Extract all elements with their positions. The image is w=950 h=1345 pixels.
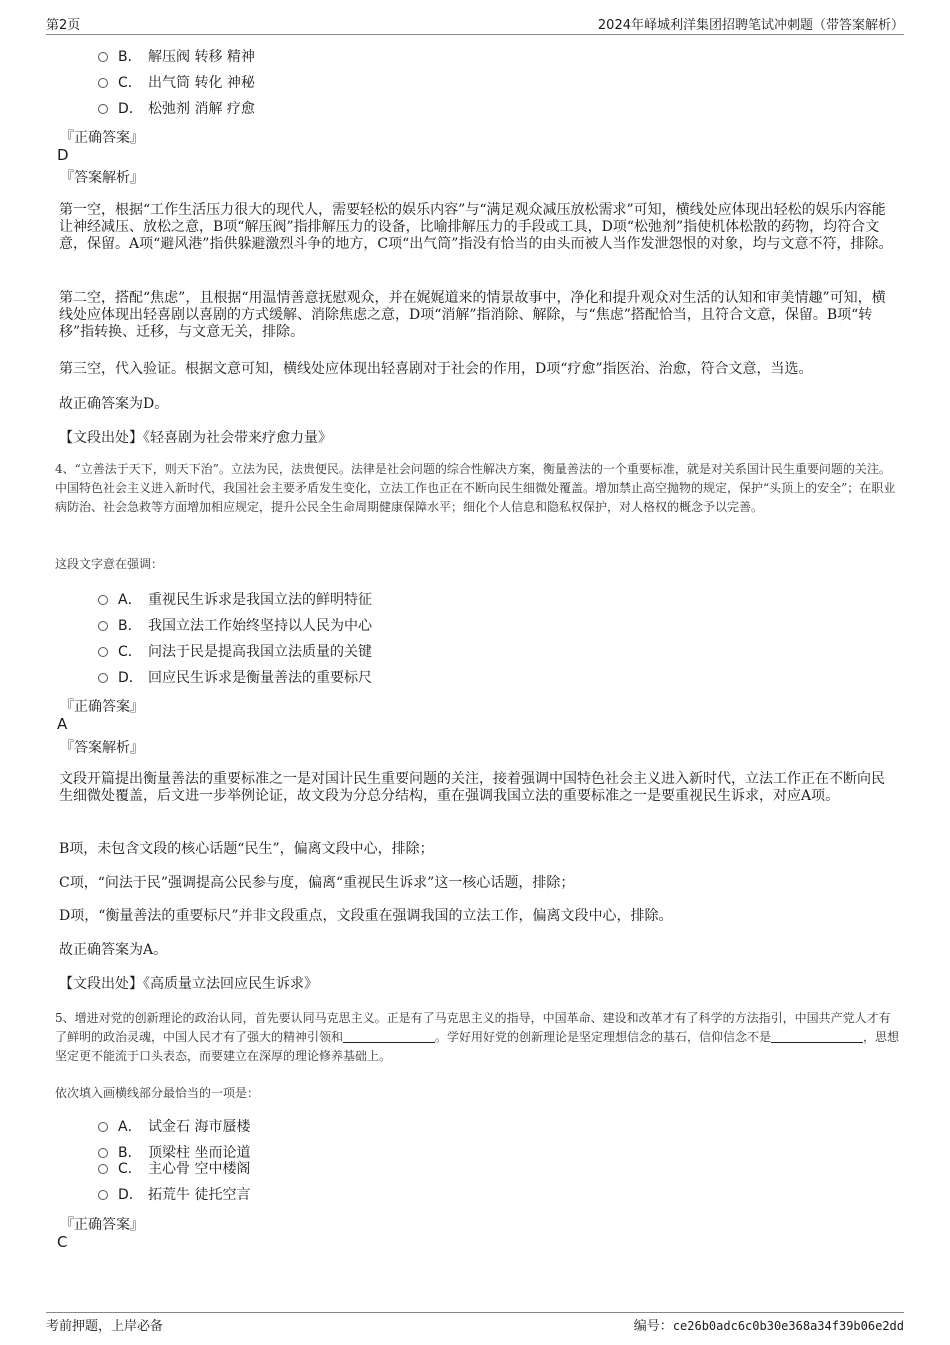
q4-option-c[interactable]: C． 问法于民是提高我国立法质量的关键	[98, 641, 372, 663]
q3-analysis-paragraph-1: 第一空，根据“工作生活压力很大的现代人，需要轻松的娱乐内容”与“满足观众减压放松需求”可知，横线处应体现出轻松的娱乐内容能让神经减压、放松之意，B项“解压阀”指排解压力的设备，比喻排解压力的手段或工具，D项“松弛剂”指使机体松散的药物，均符合文意，保留。A项“避风港”指供躲避激烈斗争的地方，C项“出气筒”指没有恰当的由头而被人当作发泄怨恨的对象，均与文意不符，排除。	[59, 202, 893, 252]
q3-analysis-paragraph-3: 第三空，代入验证。根据文意可知，横线处应体现出轻喜剧对于社会的作用，D项“疗愈”指医治、治愈，符合文意，当选。	[59, 361, 813, 377]
fill-blank-2	[771, 1030, 863, 1043]
q5-option-d[interactable]: D． 拓荒牛 徒托空言	[98, 1184, 250, 1206]
q5-option-a[interactable]: A． 试金石 海市蜃楼	[98, 1116, 250, 1138]
q4-analysis-option-c: C项，“问法于民”强调提高公民参与度，偏离“重视民生诉求”这一核心话题，排除；	[59, 875, 575, 891]
q5-option-b[interactable]: B． 顶梁柱 坐而论道	[98, 1142, 250, 1164]
radio-icon[interactable]	[98, 647, 108, 657]
q3-option-d[interactable]: D． 松弛剂 消解 疗愈	[98, 98, 255, 120]
fill-blank-1	[343, 1030, 435, 1043]
q4-analysis-option-b: B项，未包含文段的核心话题“民生”，偏离文段中心，排除；	[59, 841, 434, 857]
q4-option-d[interactable]: D． 回应民生诉求是衡量善法的重要标尺	[98, 667, 372, 689]
page-number: 第2页	[46, 18, 81, 33]
q3-option-b[interactable]: B． 解压阀 转移 精神	[98, 46, 255, 68]
q5-prompt: 依次填入画横线部分最恰当的一项是：	[55, 1086, 260, 1100]
radio-icon[interactable]	[98, 78, 108, 88]
q4-analysis-paragraph-1: 文段开篇提出衡量善法的重要标准之一是对国计民生重要问题的关注，接着强调中国特色社会主义进入新时代，立法工作正在不断向民生细微处覆盖，后文进一步举例论证，故文段为分总分结构，重在强调我国立法的重要标准之一是要重视民生诉求，对应A项。	[59, 771, 885, 804]
page-header	[46, 14, 904, 35]
q3-analysis-conclusion: 故正确答案为D。	[59, 396, 169, 412]
document-title: 2024年峄城利洋集团招聘笔试冲刺题（带答案解析）	[597, 18, 904, 33]
q4-answer-label: 『正确答案』	[60, 699, 144, 715]
q3-analysis-paragraph-2: 第二空，搭配“焦虑”，且根据“用温情善意抚慰观众，并在娓娓道来的情景故事中，净化和提升观众对生活的认知和审美情趣”可知，横线处应体现出轻喜剧以喜剧的方式缓解、消除焦虑之意，D项“消解”指消除、解除，与“焦虑”搭配恰当，且符合文意，保留。B项“转移”指转换、迁移，与文意无关，排除。	[59, 290, 886, 340]
q5-stem: 5、增进对党的创新理论的政治认同，首先要认同马克思主义。正是有了马克思主义的指导，中国革命、建设和改革才有了科学的方法指引，中国共产党人才有了鲜明的政治灵魂，中国人民才有了强大的精神引领和 。学好用好党的创新理论是坚定理想信念的基石，信仰信念不是 ，思想坚定更不能流于口头表态，而要建立在深厚的理论修养基础上。	[55, 1011, 900, 1063]
q4-analysis-conclusion: 故正确答案为A。	[59, 942, 168, 958]
q5-answer: C	[57, 1233, 68, 1251]
q4-prompt: 这段文字意在强调：	[55, 557, 164, 571]
q3-analysis-label: 『答案解析』	[60, 170, 144, 186]
radio-icon[interactable]	[98, 1148, 108, 1158]
radio-icon[interactable]	[98, 621, 108, 631]
radio-icon[interactable]	[98, 673, 108, 683]
q5-option-c[interactable]: C． 主心骨 空中楼阁	[98, 1158, 250, 1180]
radio-icon[interactable]	[98, 595, 108, 605]
document-code: 编号：ce26b0adc6c0b30e368a34f39b06e2dd	[633, 1319, 904, 1334]
radio-icon[interactable]	[98, 104, 108, 114]
q3-source: 【文段出处】《轻喜剧为社会带来疗愈力量》	[59, 430, 332, 446]
radio-icon[interactable]	[98, 1122, 108, 1132]
q5-answer-label: 『正确答案』	[60, 1217, 144, 1233]
radio-icon[interactable]	[98, 1190, 108, 1200]
q4-stem: 4、“立善法于天下，则天下治”。立法为民，法贵便民。法律是社会问题的综合性解决方案，衡量善法的一个重要标准，就是对关系国计民生重要问题的关注。中国特色社会主义进入新时代，我国社会主要矛盾发生变化，立法工作也正在不断向民生细微处覆盖。增加禁止高空抛物的规定，保护“头顶上的安全”；在职业病防治、社会急救等方面增加相应规定，提升公民全生命周期健康保障水平；细化个人信息和隐私权保护，对人格权的概念予以完善。	[55, 462, 896, 514]
radio-icon[interactable]	[98, 52, 108, 62]
q4-analysis-label: 『答案解析』	[60, 740, 144, 756]
q4-source: 【文段出处】《高质量立法回应民生诉求》	[59, 976, 318, 992]
q3-option-c[interactable]: C． 出气筒 转化 神秘	[98, 72, 255, 94]
q4-analysis-option-d: D项，“衡量善法的重要标尺”并非文段重点，文段重在强调我国的立法工作，偏离文段中心，排除。	[59, 908, 673, 924]
q4-option-a[interactable]: A． 重视民生诉求是我国立法的鲜明特征	[98, 589, 372, 611]
q3-answer-label: 『正确答案』	[60, 130, 144, 146]
q3-answer: D	[57, 146, 69, 164]
q4-option-b[interactable]: B． 我国立法工作始终坚持以人民为中心	[98, 615, 372, 637]
radio-icon[interactable]	[98, 1164, 108, 1174]
q4-answer: A	[57, 715, 68, 733]
footer-slogan: 考前押题，上岸必备	[46, 1319, 164, 1334]
page-footer	[46, 1312, 904, 1335]
